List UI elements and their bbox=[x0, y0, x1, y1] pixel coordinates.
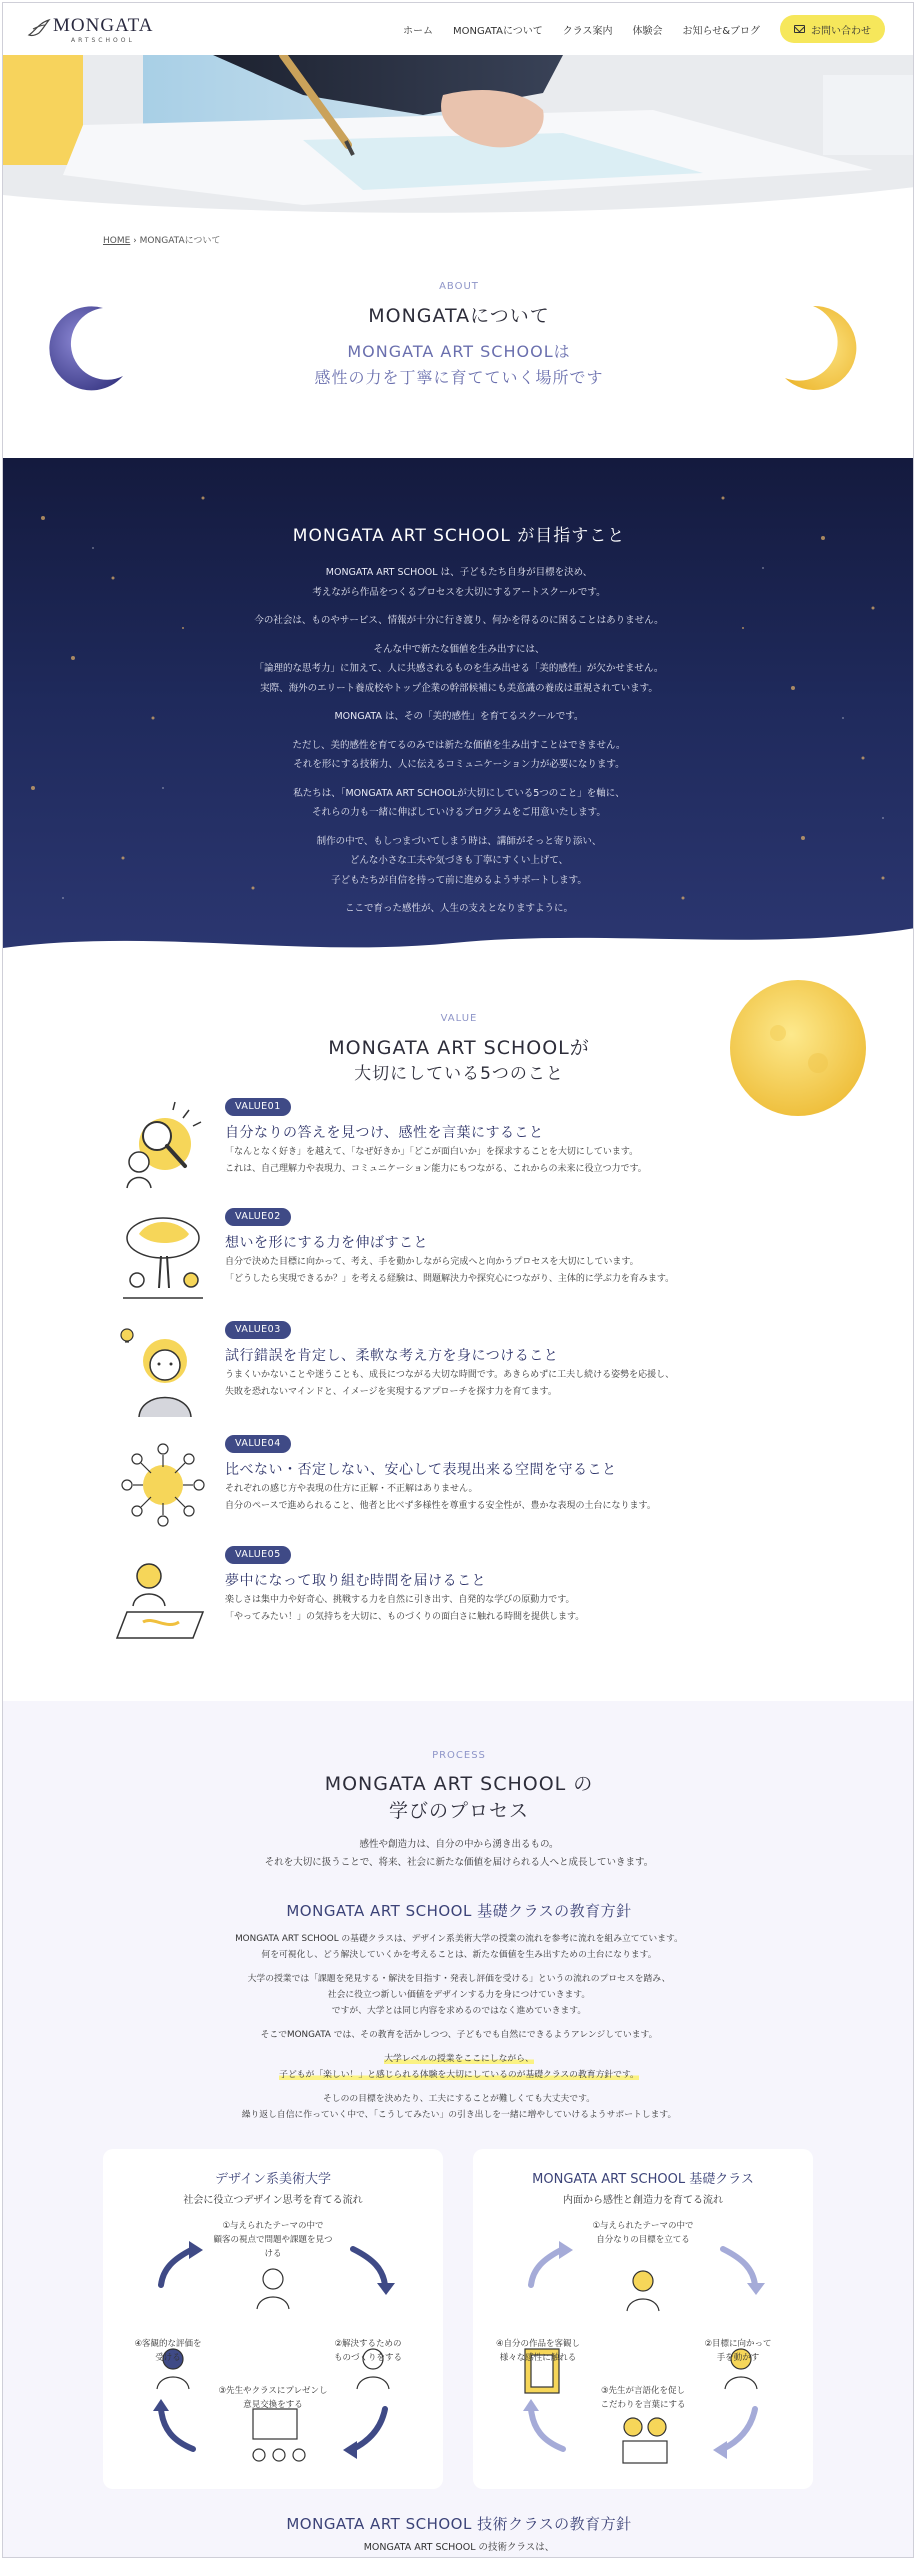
child-drawing-illustration-icon bbox=[113, 1546, 213, 1646]
nav-news-blog[interactable]: お知らせ&ブログ bbox=[682, 25, 760, 37]
values-title-line-1: MONGATA ART SCHOOLが bbox=[328, 1037, 590, 1059]
bird-logo-icon bbox=[27, 17, 53, 39]
mission-paragraph-1 bbox=[159, 563, 759, 602]
step-3: ③先生やクラスにプレゼンし 意見交換をする bbox=[218, 2386, 328, 2410]
value-desc-line: 自分のペースで進められること、他者と比べず多様性を尊重する安全性が、豊かな表現の土台になります。 bbox=[225, 1501, 656, 1511]
page-frame bbox=[2, 2, 914, 2558]
process-title-line-2: 学びのプロセス bbox=[388, 1800, 529, 1822]
site-header bbox=[3, 3, 914, 55]
thinking-girl-lightbulb-illustration-icon bbox=[113, 1321, 213, 1421]
nav-classes[interactable]: クラス案内 bbox=[562, 25, 613, 37]
mission-line: 子どもたちが自信を持って前に進めるようサポートします。 bbox=[331, 874, 587, 886]
breadcrumb bbox=[103, 233, 220, 246]
mail-icon bbox=[794, 25, 805, 33]
magnifier-child-illustration-icon bbox=[113, 1098, 213, 1198]
policy-line: 大学の授業では「課題を発見する・解決を目指す・発表し評価を受ける」というの流れのプロセスを踏み、 bbox=[247, 1974, 671, 1984]
value-item-02 bbox=[113, 1208, 813, 1308]
mission-title: MONGATA ART SCHOOL が目指すこと bbox=[292, 526, 626, 546]
value-title: 試行錯誤を肯定し、柔軟な考え方を身につけること bbox=[225, 1348, 559, 1364]
tree-children-illustration-icon bbox=[113, 1208, 213, 1308]
mission-line: そんな中で新たな価値を生み出すには、 bbox=[373, 643, 545, 655]
value-item-05 bbox=[113, 1546, 813, 1646]
about-lead-line-1: MONGATA ART SCHOOLは bbox=[347, 342, 571, 361]
highlight-line: 大学レベルの授業をここにしながら、 bbox=[384, 2054, 534, 2064]
mission-paragraph-3 bbox=[159, 640, 759, 699]
value-badge: VALUE03 bbox=[225, 1321, 291, 1339]
site-logo[interactable] bbox=[27, 13, 167, 45]
mission-line: 考えながら作品をつくるプロセスを大切にするアートスクールです。 bbox=[312, 586, 606, 598]
highlight-line: 子どもが「楽しい！」と感じられる体験を大切にしているのが基礎クラスの教育方針です。 bbox=[279, 2070, 639, 2080]
about-eyebrow: ABOUT bbox=[439, 281, 479, 292]
mission-line: どんな小さな工夫や気づきも丁寧にすくい上げて、 bbox=[349, 855, 569, 866]
process-intro bbox=[3, 1836, 914, 1872]
policy-line: 何を可視化し、どう解決していくかを考えることは、新たな価値を生み出すための土台になります。 bbox=[261, 1950, 657, 1960]
value-desc-line: 「なんとなく好き」を越えて、「なぜ好きか」「どこが面白いか」を探求することを大切にしています。 bbox=[225, 1147, 639, 1157]
step-3: ③先生が言語化を促し こだわりを言葉にする bbox=[600, 2386, 686, 2410]
mission-line: 今の社会は、ものやサービス、情報が十分に行き渡り、何かを得るのに困ることはありません。 bbox=[254, 615, 664, 626]
full-moon-icon bbox=[728, 978, 868, 1118]
value-badge: VALUE05 bbox=[225, 1546, 291, 1564]
value-desc bbox=[225, 1481, 825, 1515]
mission-paragraph-5 bbox=[159, 736, 759, 775]
process-intro-line: それを大切に扱うことで、将来、社会に新たな価値を届けられる人へと成長していきます。 bbox=[264, 1857, 654, 1868]
mission-line: 「論理的な思考力」に加えて、人に共感されるものを生み出せる「美的感性」が欠かせません。 bbox=[254, 663, 664, 674]
hero-painting-illustration bbox=[3, 55, 914, 223]
step-2: ②目標に向かって 手を動かす bbox=[704, 2339, 772, 2363]
mission-paragraph-7 bbox=[159, 832, 759, 891]
breadcrumb-current: MONGATAについて bbox=[139, 236, 221, 246]
value-title: 自分なりの答えを見つけ、感性を言葉にすること bbox=[225, 1125, 544, 1141]
value-desc bbox=[225, 1254, 825, 1288]
value-badge: VALUE04 bbox=[225, 1435, 291, 1453]
process-eyebrow: PROCESS bbox=[432, 1750, 486, 1761]
mission-paragraph-2 bbox=[159, 611, 759, 631]
main-nav bbox=[403, 15, 885, 43]
step-2: ②解決するための ものづくりをする bbox=[333, 2339, 402, 2363]
mission-text bbox=[159, 563, 759, 928]
mission-line: 制作の中で、もしつまづいてしまう時は、講師がそっと寄り添い、 bbox=[316, 835, 602, 847]
value-title: 夢中になって取り組む時間を届けること bbox=[225, 1573, 486, 1589]
mission-line: 実際、海外のエリート養成校やトップ企業の幹部候補にも美意識の養成は重視されています。 bbox=[260, 682, 658, 694]
step-1: ①与えられたテーマの中で 顧客の視点で問題や課題を見つける bbox=[213, 2221, 333, 2259]
mission-line: MONGATA は、その「美的感性」を育てるスクールです。 bbox=[334, 711, 584, 722]
yellow-crescent-moon-icon bbox=[773, 298, 873, 398]
step-illustration bbox=[525, 2271, 757, 2463]
mission-line: 私たちは、「MONGATA ART SCHOOLが大切にしている5つのこと」を軸に、 bbox=[293, 787, 625, 799]
value-desc bbox=[225, 1367, 825, 1401]
advanced-class-policy-title: MONGATA ART SCHOOL 技術クラスの教育方針 bbox=[286, 2515, 632, 2533]
logo-subtitle: ARTSCHOOL bbox=[71, 37, 135, 44]
advanced-class-intro: MONGATA ART SCHOOL の技術クラスは、 bbox=[363, 2542, 555, 2553]
values-title-line-2: 大切にしている5つのこと bbox=[354, 1064, 564, 1084]
value-title: 想いを形にする力を伸ばすこと bbox=[225, 1235, 428, 1251]
value-desc bbox=[225, 1592, 825, 1626]
nav-home[interactable]: ホーム bbox=[403, 25, 434, 37]
step-illustration bbox=[157, 2269, 389, 2461]
values-eyebrow: VALUE bbox=[440, 1013, 478, 1024]
value-badge: VALUE02 bbox=[225, 1208, 291, 1226]
logo-wordmark: MONGATA bbox=[53, 15, 154, 36]
process-title-line-1: MONGATA ART SCHOOL の bbox=[324, 1773, 594, 1795]
policy-line: 社会に役立つ新しい価値をデザインする力を身につけていきます。 bbox=[327, 1990, 591, 2000]
policy-line: そこでMONGATA では、その教育を活かしつつ、子どもでも自然にできるようアレンジしています。 bbox=[260, 2030, 658, 2040]
value-item-01 bbox=[113, 1098, 813, 1198]
nav-about[interactable]: MONGATAについて bbox=[453, 25, 543, 37]
nav-trial[interactable]: 体験会 bbox=[632, 25, 663, 37]
card-subtitle: 内面から感性と創造力を育てる流れ bbox=[563, 2195, 723, 2206]
step-4: ④自分の作品を客観し 様々な感性に触れる bbox=[495, 2339, 581, 2363]
purple-crescent-moon-icon bbox=[33, 298, 133, 398]
policy-line: そしのの目標を決めたり、工夫にすることが難しくても大丈夫です。 bbox=[322, 2094, 595, 2104]
policy-line: MONGATA ART SCHOOL の基礎クラスは、デザイン系美術大学の授業の流れを参考に流れを組み立てています。 bbox=[235, 1934, 683, 1944]
value-item-04 bbox=[113, 1435, 813, 1535]
value-desc bbox=[225, 1144, 825, 1178]
mission-paragraph-4 bbox=[159, 707, 759, 727]
card-title: デザイン系美術大学 bbox=[214, 2172, 332, 2187]
policy-line: 繰り返し自信に作っていく中で、「こうしてみたい」の引き出しを一緒に増やしていけるようサポートします。 bbox=[241, 2110, 677, 2120]
mission-line: ここで育った感性が、人生の支えとなりますように。 bbox=[344, 903, 573, 914]
value-desc-line: 失敗を恐れないマインドと、イメージを実現するアプローチを探す力を育てます。 bbox=[225, 1387, 557, 1397]
basic-class-flow-card bbox=[473, 2149, 813, 2489]
mission-paragraph-6 bbox=[159, 784, 759, 823]
value-item-03 bbox=[113, 1321, 813, 1421]
mission-line: それを形にする技術力、人に伝えるコミュニケーション力が必要になります。 bbox=[293, 759, 625, 770]
policy-line: ですが、大学とは同じ内容を求めるのではなく進めていきます。 bbox=[331, 2006, 587, 2016]
value-title: 比べない・否定しない、安心して表現出来る空間を守ること bbox=[225, 1462, 617, 1478]
card-subtitle: 社会に役立つデザイン思考を育てる流れ bbox=[183, 2195, 363, 2206]
hero-image bbox=[3, 55, 914, 223]
breadcrumb-home-link[interactable]: HOME bbox=[103, 236, 131, 246]
about-lead-line-2: 感性の力を丁寧に育てていく場所です bbox=[314, 368, 604, 387]
basic-class-policy-text bbox=[3, 1931, 914, 2123]
contact-button[interactable] bbox=[780, 15, 885, 43]
step-1: ①与えられたテーマの中で 自分なりの目標を立てる bbox=[592, 2221, 694, 2245]
basic-class-policy-title: MONGATA ART SCHOOL 基礎クラスの教育方針 bbox=[286, 1902, 632, 1920]
mission-line: それらの力も一緒に伸ばしていけるプログラムをご用意いたします。 bbox=[312, 807, 606, 818]
process-intro-line: 感性や創造力は、自分の中から湧き出るもの。 bbox=[359, 1839, 559, 1850]
mission-line: MONGATA ART SCHOOL は、子どもたち自身が目標を決め、 bbox=[325, 567, 593, 578]
value-desc-line: うまくいかないことや迷うことも、成長につながる大切な時間です。あきらめずに工夫し続ける姿勢を応援し、 bbox=[225, 1370, 675, 1380]
value-desc-line: 自分で決めた目標に向かって、考え、手を動かしながら完成へと向かうプロセスを大切にしています。 bbox=[225, 1257, 639, 1267]
mission-paragraph-8 bbox=[159, 899, 759, 919]
value-desc-line: 楽しさは集中力や好奇心、挑戦する力を自然に引き出す、自発的な学びの原動力です。 bbox=[225, 1595, 575, 1605]
contact-button-label: お問い合わせ bbox=[811, 25, 871, 37]
card-title: MONGATA ART SCHOOL 基礎クラス bbox=[532, 2172, 754, 2187]
about-title: MONGATAについて bbox=[368, 305, 550, 327]
value-desc-line: 「どうしたら実現できるか？」を考える経験は、問題解決力や探究心につながり、主体的に学ぶ力を育みます。 bbox=[225, 1274, 675, 1284]
value-desc-line: それぞれの感じ方や表現の仕方に正解・不正解はありません。 bbox=[225, 1484, 478, 1494]
value-badge: VALUE01 bbox=[225, 1098, 291, 1116]
value-desc-line: これは、自己理解力や表現力、コミュニケーション能力にもつながる、これからの未来に役立つ力です。 bbox=[225, 1164, 647, 1174]
circle-of-people-illustration-icon bbox=[113, 1435, 213, 1535]
breadcrumb-separator: › bbox=[130, 236, 140, 246]
university-flow-card bbox=[103, 2149, 443, 2489]
mission-line: ただし、美的感性を育てるのみでは新たな価値を生み出すことはできません。 bbox=[292, 739, 626, 751]
value-desc-line: 「やってみたい！」の気持ちを大切に、ものづくりの面白さに触れる時間を提供します。 bbox=[225, 1612, 585, 1622]
step-4: ④客観的な評価を 受ける bbox=[134, 2339, 202, 2363]
